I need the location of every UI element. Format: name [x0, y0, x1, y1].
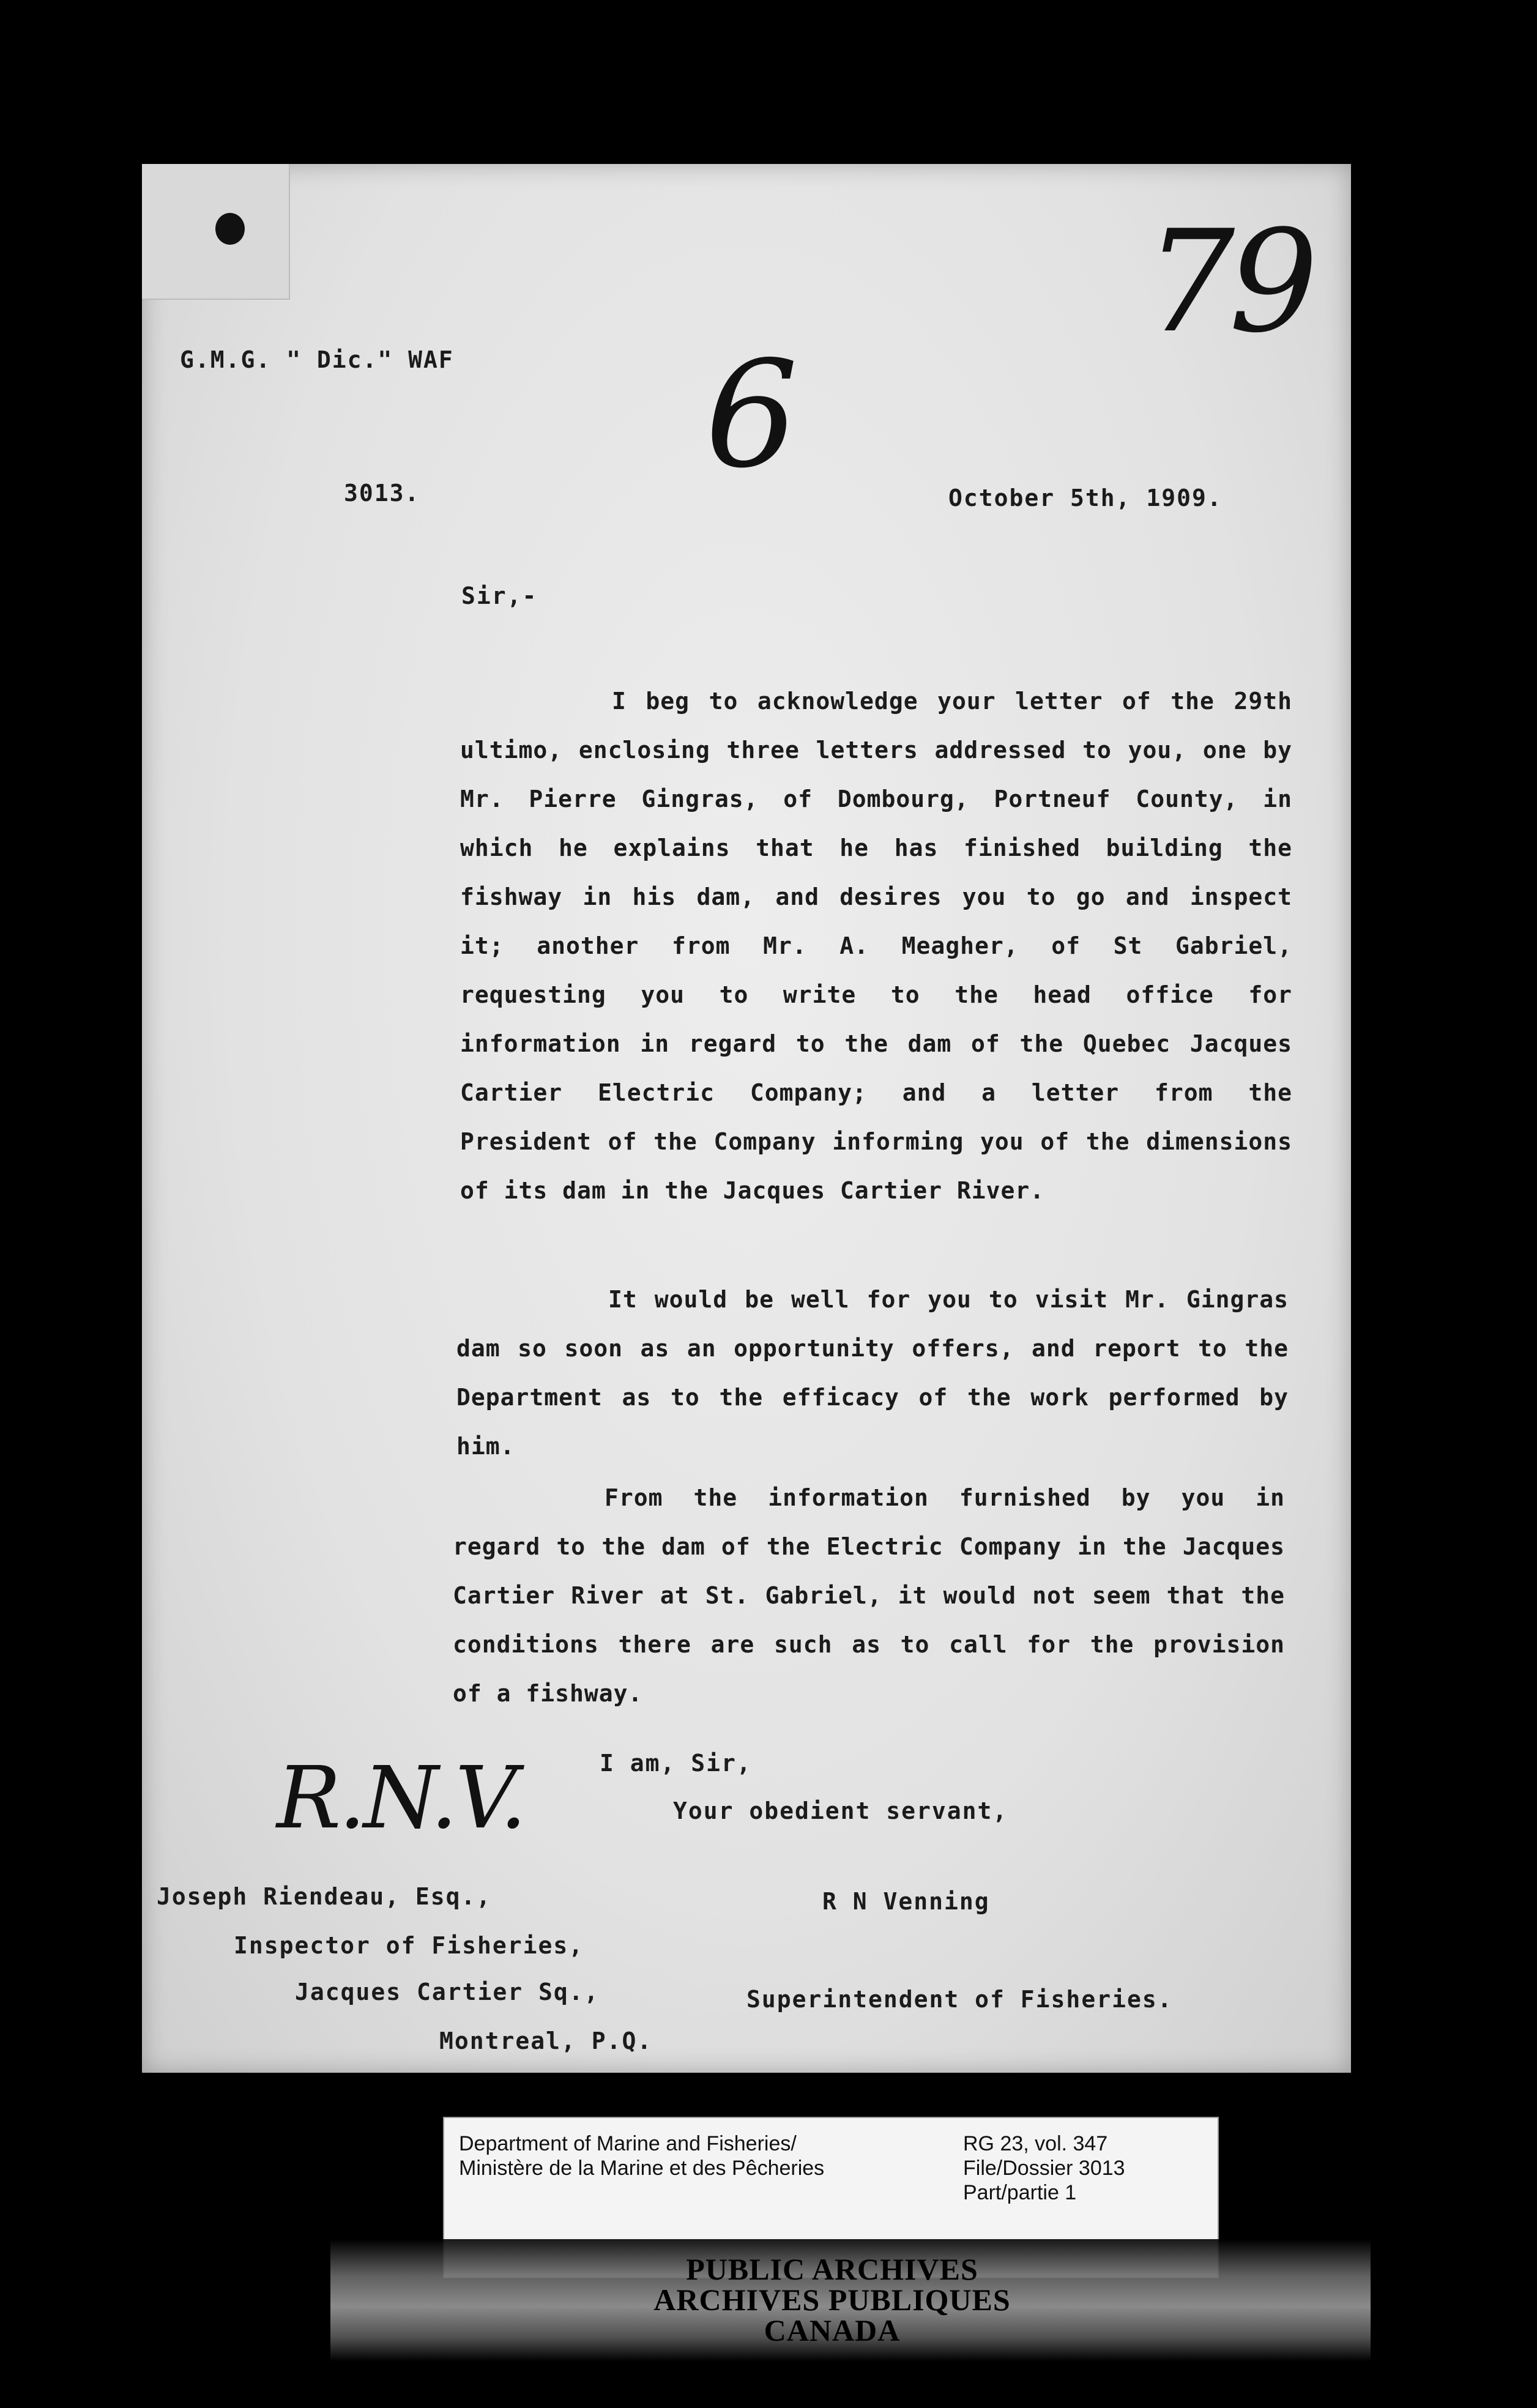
signer-name: R N Venning [822, 1888, 990, 1915]
paragraph-2: It would be well for you to visit Mr. Gingras dam so soon as an opportunity offers, and report to the Department as to the efficacy of the work performed by him. [456, 1286, 1289, 1460]
record-group: RG 23, vol. 347 [963, 2132, 1108, 2155]
closing-line-2: Your obedient servant, [673, 1797, 1008, 1824]
recipient-line-1: Joseph Riendeau, Esq., [157, 1883, 492, 1910]
letter-page [142, 164, 1351, 2073]
part-partie: Part/partie 1 [963, 2181, 1077, 2204]
folio-number: 79 [1145, 201, 1312, 364]
signer-title: Superintendent of Fisheries. [746, 1986, 1173, 2013]
file-dossier: File/Dossier 3013 [963, 2157, 1125, 2180]
paragraph-1: I beg to acknowledge your letter of the 29th ultimo, enclosing three letters addressed to you, one by Mr. Pierre Gingras, of Dombourg, Portneuf County, in which he explains that he has finished building the fishway in his dam, and desires you to go and inspect it; another from Mr. A. Meagher, of St Gabriel, requesting you to write to the head office for information in regard to the dam of the Quebec Jacques Cartier Electric Company; and a letter from the President of the Company informing you of the dimensions of its dam in the Jacques Cartier River. [460, 688, 1292, 1204]
handwritten-mark: 6 [705, 329, 798, 500]
paragraph-3: From the information furnished by you in regard to the dam of the Electric Company in the Jacques Cartier River at St. Gabriel, it would not seem that the conditions there are such as to call for the provision of a fishway. [453, 1484, 1285, 1707]
stamp-line-1: PUBLIC ARCHIVES [686, 2252, 978, 2286]
recipient-line-4: Montreal, P.Q. [439, 2027, 653, 2054]
reference-line: G.M.G. " Dic." WAF [180, 346, 454, 373]
recipient-line-2: Inspector of Fisheries, [234, 1932, 584, 1959]
punch-hole [215, 213, 245, 245]
file-number: 3013. [344, 480, 420, 507]
stamp-line-2: ARCHIVES PUBLIQUES [653, 2283, 1011, 2317]
department-english: Department of Marine and Fisheries/ [459, 2132, 797, 2155]
department-french: Ministère de la Marine et des Pêcheries [459, 2157, 825, 2180]
salutation: Sir,- [461, 582, 538, 609]
letter-date: October 5th, 1909. [948, 485, 1223, 511]
handwritten-initials: R.N.V. [277, 1748, 525, 1848]
closing-line-1: I am, Sir, [600, 1750, 752, 1777]
stamp-line-3: CANADA [764, 2313, 901, 2347]
recipient-line-3: Jacques Cartier Sq., [295, 1979, 600, 2005]
